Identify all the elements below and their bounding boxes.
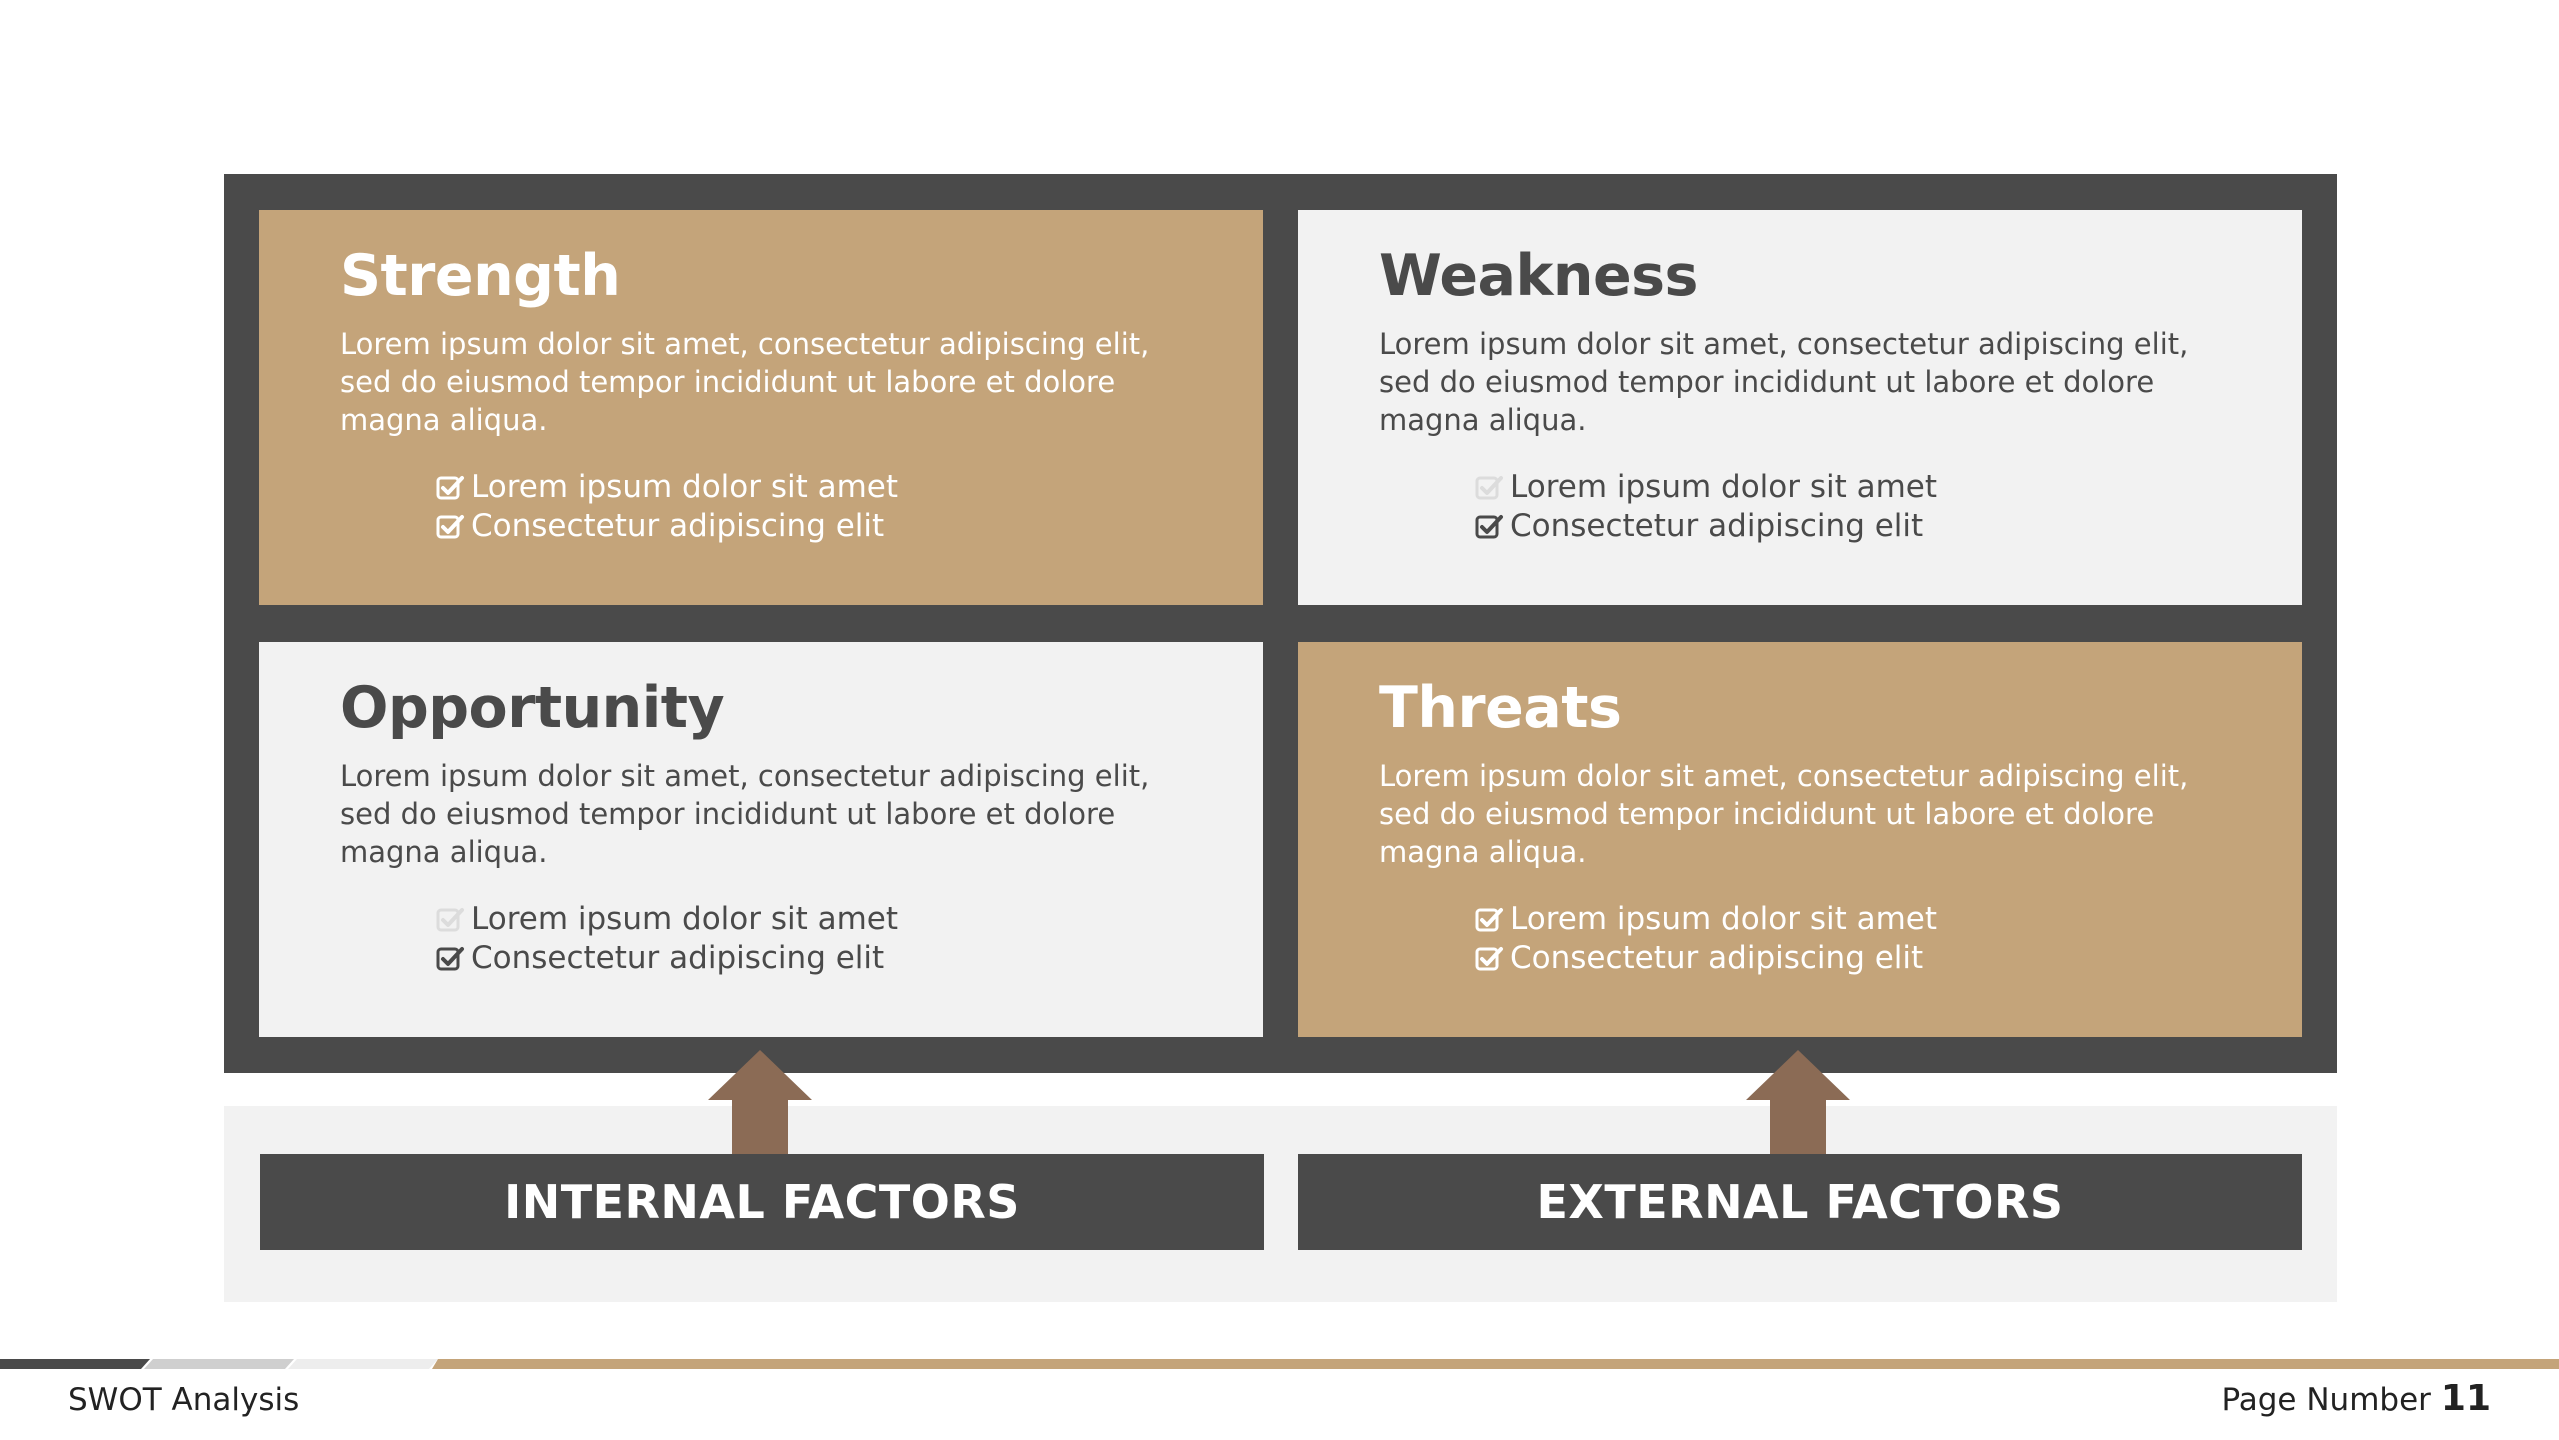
- strength-body: Lorem ipsum dolor sit amet, consectetur adipiscing elit, sed do eiusmod tempor incididunt ut labore et dolore magna aliqua.: [340, 327, 1150, 437]
- footer-title: SWOT Analysis: [68, 1382, 300, 1418]
- list-item: [1474, 900, 2262, 939]
- list-item-label: Consectetur adipiscing elit: [471, 940, 885, 976]
- check-square-icon: [435, 473, 465, 503]
- weakness-title: Weakness: [1379, 243, 1698, 309]
- check-square-icon: [435, 905, 465, 935]
- check-square-icon: [1474, 473, 1504, 503]
- list-item: [435, 939, 1223, 978]
- threats-body: Lorem ipsum dolor sit amet, consectetur adipiscing elit, sed do eiusmod tempor incididunt ut labore et dolore magna aliqua.: [1379, 759, 2189, 869]
- weakness-checklist: [1474, 468, 2262, 546]
- list-item-label: Lorem ipsum dolor sit amet: [471, 901, 899, 937]
- opportunity-body: Lorem ipsum dolor sit amet, consectetur adipiscing elit, sed do eiusmod tempor incididunt ut labore et dolore magna aliqua.: [340, 759, 1150, 869]
- threats-title: Threats: [1379, 675, 1622, 741]
- list-item-label: Consectetur adipiscing elit: [471, 508, 885, 544]
- check-square-icon: [1474, 944, 1504, 974]
- list-item: [1474, 507, 2262, 546]
- opportunity-title: Opportunity: [340, 675, 725, 741]
- check-square-icon: [435, 512, 465, 542]
- check-square-icon: [1474, 512, 1504, 542]
- list-item-label: Lorem ipsum dolor sit amet: [1510, 469, 1938, 505]
- list-item-label: Lorem ipsum dolor sit amet: [1510, 901, 1938, 937]
- strength-title: Strength: [340, 243, 621, 309]
- list-item: [435, 507, 1223, 546]
- list-item: [435, 468, 1223, 507]
- page-number: 11: [2440, 1378, 2491, 1419]
- threats-checklist: [1474, 900, 2262, 978]
- weakness-quadrant: [1298, 210, 2302, 605]
- internal-factors-label: INTERNAL FACTORS: [260, 1154, 1264, 1250]
- check-square-icon: [1474, 905, 1504, 935]
- threats-quadrant: [1298, 642, 2302, 1037]
- list-item: [435, 900, 1223, 939]
- strength-quadrant: [259, 210, 1263, 605]
- page-number-label: Page Number: [2221, 1382, 2431, 1418]
- list-item-label: Consectetur adipiscing elit: [1510, 940, 1924, 976]
- check-square-icon: [435, 944, 465, 974]
- up-arrow-icon: [708, 1050, 812, 1154]
- up-arrow-icon: [1746, 1050, 1850, 1154]
- swot-frame: [224, 174, 2337, 1073]
- footer-stripe-gray: [144, 1359, 294, 1369]
- opportunity-checklist: [435, 900, 1223, 978]
- list-item-label: Lorem ipsum dolor sit amet: [471, 469, 899, 505]
- page-number-block: [2221, 1378, 2491, 1419]
- strength-checklist: [435, 468, 1223, 546]
- footer-stripe-light: [288, 1359, 438, 1369]
- list-item: [1474, 468, 2262, 507]
- weakness-body: Lorem ipsum dolor sit amet, consectetur adipiscing elit, sed do eiusmod tempor incididunt ut labore et dolore magna aliqua.: [1379, 327, 2189, 437]
- footer-stripe-tan: [432, 1359, 2559, 1369]
- list-item: [1474, 939, 2262, 978]
- external-factors-label: EXTERNAL FACTORS: [1298, 1154, 2302, 1250]
- footer-stripe-dark: [0, 1359, 150, 1369]
- opportunity-quadrant: [259, 642, 1263, 1037]
- list-item-label: Consectetur adipiscing elit: [1510, 508, 1924, 544]
